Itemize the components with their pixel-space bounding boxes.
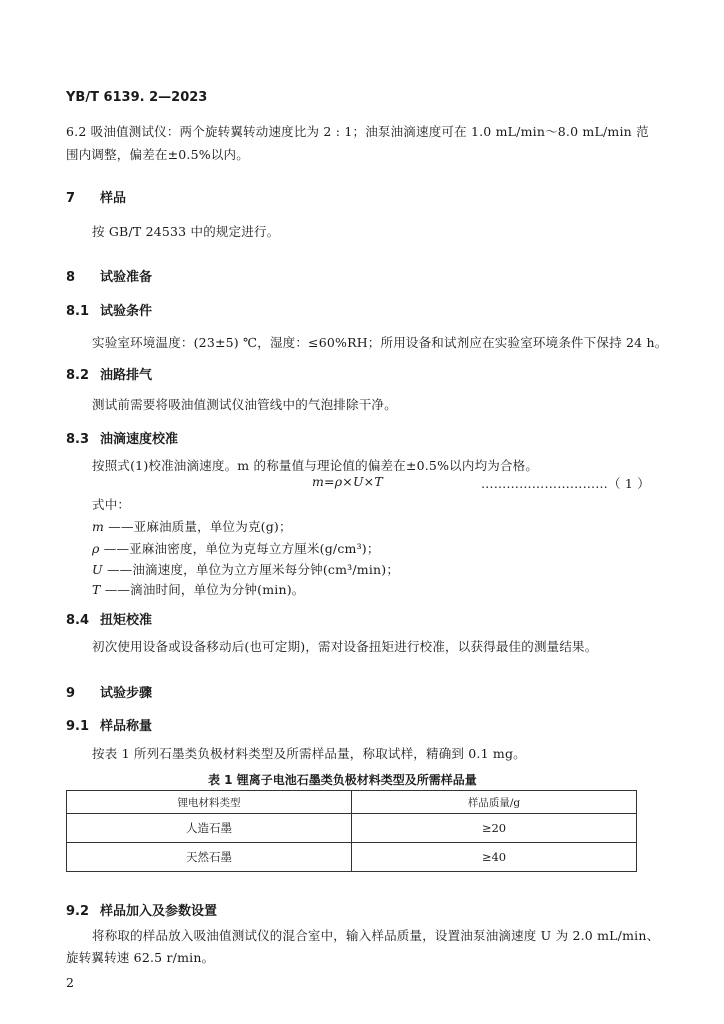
table-caption: 表 1 锂离子电池石墨类负极材料类型及所需样品量 — [208, 773, 477, 787]
section-6-2-line2: 围内调整，偏差在±0.5%以内。 — [66, 147, 249, 162]
section-8-4-text: 初次使用设备或设备移动后(也可定期)，需对设备扭矩进行校准，以获得最佳的测量结果。 — [92, 639, 598, 654]
table-cell: ≥20 — [352, 814, 637, 843]
table-row — [67, 814, 637, 843]
section-title: 样品加入及参数设置 — [100, 904, 218, 919]
section-number: 8.3 — [66, 432, 90, 447]
page-number: 2 — [66, 975, 75, 990]
section-title: 扭矩校准 — [100, 613, 153, 628]
section-6-2-line1: 6.2 吸油值测试仪：两个旋转翼转动速度比为 2 : 1；油泵油滴速度可在 1.0 mL/min～8.0 mL/min 范 — [66, 124, 649, 139]
section-8-4-heading — [66, 609, 152, 628]
section-8-1-heading — [66, 300, 152, 319]
variable-description: ——油滴速度，单位为立方厘米每分钟(cm³/min)； — [106, 562, 400, 577]
table-header-row — [67, 791, 637, 814]
section-8-2-heading — [66, 364, 152, 383]
section-number: 9.1 — [66, 719, 90, 734]
section-number: 8 — [66, 270, 76, 285]
table-cell: ≥40 — [352, 843, 637, 872]
variable-description: ——亚麻油质量，单位为克(g)； — [108, 519, 292, 534]
section-7-heading — [66, 187, 126, 206]
sample-table — [66, 790, 637, 872]
section-title: 样品称量 — [100, 719, 153, 734]
section-title: 试验步骤 — [100, 686, 153, 701]
section-number: 8.2 — [66, 368, 90, 383]
section-number: 8.4 — [66, 613, 90, 628]
section-8-3-heading — [66, 428, 178, 447]
variable-symbol: m — [92, 519, 105, 534]
variable-row — [92, 560, 399, 578]
section-number: 7 — [66, 191, 76, 206]
section-title: 油路排气 — [100, 368, 153, 383]
table-cell: 人造石墨 — [67, 814, 352, 843]
section-title: 油滴速度校准 — [100, 432, 179, 447]
section-9-2-line1: 将称取的样品放入吸油值测试仪的混合室中，输入样品质量，设置油泵油滴速度 U 为 2.0 mL/min、 — [92, 928, 660, 943]
section-8-2-text: 测试前需要将吸油值测试仪油管线中的气泡排除干净。 — [92, 397, 397, 412]
section-9-2-heading — [66, 900, 217, 919]
section-8-1-text: 实验室环境温度：(23±5) ℃，湿度：≤60%RH；所用设备和试剂应在实验室环境条件下保持 24 h。 — [92, 335, 668, 350]
section-9-1-heading — [66, 715, 152, 734]
variable-row — [92, 517, 292, 535]
where-label: 式中： — [92, 497, 131, 512]
table-row — [67, 843, 637, 872]
section-9-1-text: 按表 1 所列石墨类负极材料类型及所需样品量，称取试样，精确到 0.1 mg。 — [92, 746, 526, 761]
section-8-heading — [66, 266, 152, 285]
section-title: 样品 — [100, 191, 127, 206]
equation-number: …………………………（ 1 ） — [481, 476, 650, 491]
variable-symbol: U — [92, 562, 103, 577]
formula: m=ρ×U×T — [312, 474, 383, 489]
section-9-2-line2: 旋转翼转速 62.5 r/min。 — [66, 950, 215, 965]
section-8-3-intro: 按照式(1)校准油滴速度。m 的称量值与理论值的偏差在±0.5%以内均为合格。 — [92, 458, 539, 473]
variable-description: ——亚麻油密度，单位为克每立方厘米(g/cm³)； — [103, 541, 380, 556]
section-number: 8.1 — [66, 304, 90, 319]
section-title: 试验条件 — [100, 304, 153, 319]
variable-row — [92, 580, 305, 598]
section-7-text: 按 GB/T 24533 中的规定进行。 — [92, 224, 280, 239]
section-number: 9 — [66, 686, 76, 701]
table-cell: 天然石墨 — [67, 843, 352, 872]
variable-row — [92, 539, 380, 557]
document-number: YB/T 6139. 2—2023 — [66, 90, 208, 105]
section-title: 试验准备 — [100, 270, 153, 285]
variable-symbol: T — [92, 582, 101, 597]
section-number: 9.2 — [66, 904, 90, 919]
section-9-heading — [66, 682, 152, 701]
variable-symbol: ρ — [92, 541, 100, 556]
variable-description: ——滴油时间，单位为分钟(min)。 — [104, 582, 305, 597]
table-header-cell: 样品质量/g — [352, 791, 637, 814]
table-header-cell: 锂电材料类型 — [67, 791, 352, 814]
